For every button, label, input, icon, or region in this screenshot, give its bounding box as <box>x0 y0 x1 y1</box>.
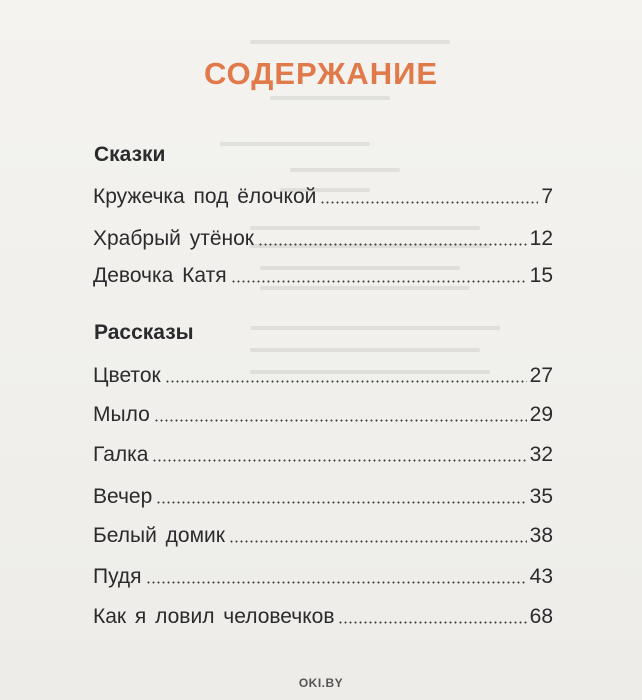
toc-entry[interactable] <box>93 441 553 469</box>
toc-entry-title: Кружечка под ёлочкой <box>93 185 317 208</box>
dot-leader <box>338 621 526 624</box>
watermark: OKI.BY <box>298 676 344 690</box>
toc-entry-title: Как я ловил человечков <box>93 605 335 628</box>
page-title: СОДЕРЖАНИЕ <box>203 56 439 91</box>
toc-entry[interactable] <box>93 603 553 631</box>
toc-entry[interactable] <box>93 362 553 390</box>
toc-entry-page: 12 <box>529 227 553 250</box>
dot-leader <box>258 243 527 246</box>
section-heading-stories: Рассказы <box>94 321 194 344</box>
toc-entry-page: 15 <box>529 264 553 287</box>
toc-entry[interactable] <box>93 262 553 290</box>
toc-entry-page: 7 <box>541 185 553 208</box>
toc-entry[interactable] <box>93 483 553 511</box>
toc-entry-page: 29 <box>529 403 553 426</box>
toc-entry-page: 27 <box>529 364 553 387</box>
toc-entry-title: Цветок <box>93 364 161 387</box>
toc-entry-page: 32 <box>529 443 553 466</box>
dot-leader <box>229 540 527 543</box>
toc-entry-title: Галка <box>93 443 149 466</box>
toc-entry-title: Вечер <box>93 485 153 508</box>
toc-entry[interactable] <box>93 522 553 550</box>
toc-entry-page: 68 <box>529 605 553 628</box>
dot-leader <box>152 459 526 462</box>
dot-leader <box>146 581 527 584</box>
dot-leader <box>165 380 527 383</box>
dot-leader <box>231 280 527 283</box>
dot-leader <box>320 201 538 204</box>
toc-entry-title: Девочка Катя <box>93 264 227 287</box>
toc-entry-title: Белый домик <box>93 524 225 547</box>
toc-entry[interactable] <box>93 401 553 429</box>
toc-entry-title: Пудя <box>93 565 142 588</box>
toc-entry[interactable] <box>93 563 553 591</box>
dot-leader <box>156 501 526 504</box>
toc-entry-title: Мыло <box>93 403 150 426</box>
toc-entry[interactable] <box>93 183 553 211</box>
section-heading-fairy-tales: Сказки <box>94 143 166 166</box>
toc-entry[interactable] <box>93 225 553 253</box>
dot-leader <box>154 419 527 422</box>
toc-entry-page: 35 <box>529 485 553 508</box>
toc-entry-title: Храбрый утёнок <box>93 227 254 250</box>
toc-entry-page: 43 <box>529 565 553 588</box>
toc-entry-page: 38 <box>529 524 553 547</box>
